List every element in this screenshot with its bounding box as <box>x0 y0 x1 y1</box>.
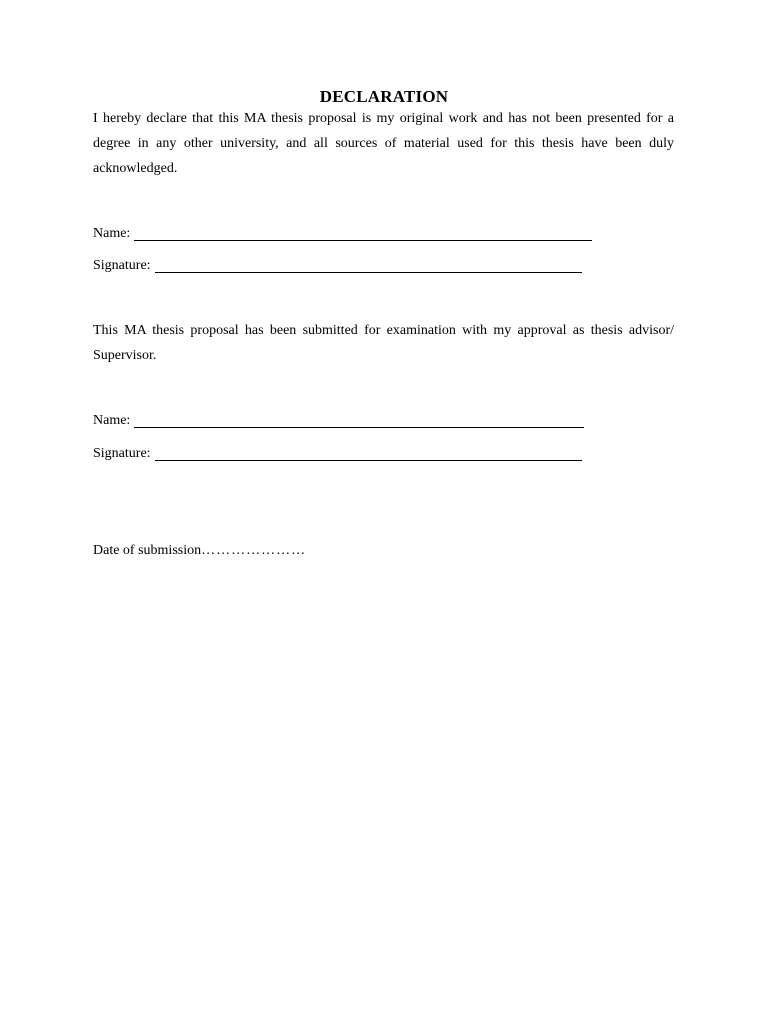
student-signature-blank-line <box>155 257 582 273</box>
date-of-submission-row <box>93 541 306 561</box>
advisor-name-field <box>93 411 584 431</box>
page-title: DECLARATION <box>319 87 449 106</box>
advisor-approval-paragraph: This MA thesis proposal has been submitted for examination with my approval as thesis advisor/ Supervisor. <box>93 323 674 363</box>
advisor-signature-field <box>93 444 582 464</box>
advisor-signature-label: Signature: <box>93 446 151 461</box>
student-name-blank-line <box>134 225 592 241</box>
advisor-name-label: Name: <box>93 413 131 428</box>
advisor-signature-blank-line <box>155 445 582 461</box>
student-declaration-paragraph: I hereby declare that this MA thesis proposal is my original work and has not been presented for a degree in any other university, and all sources of material used for this thesis have been duly acknowledged. <box>93 111 674 176</box>
student-signature-label: Signature: <box>93 258 151 273</box>
date-of-submission-label: Date of submission <box>93 543 202 558</box>
student-name-label: Name: <box>93 226 131 241</box>
student-name-field <box>93 224 592 244</box>
date-of-submission-dotted-blank: ………………… <box>201 543 307 558</box>
advisor-name-blank-line <box>134 412 584 428</box>
student-signature-field <box>93 256 582 276</box>
